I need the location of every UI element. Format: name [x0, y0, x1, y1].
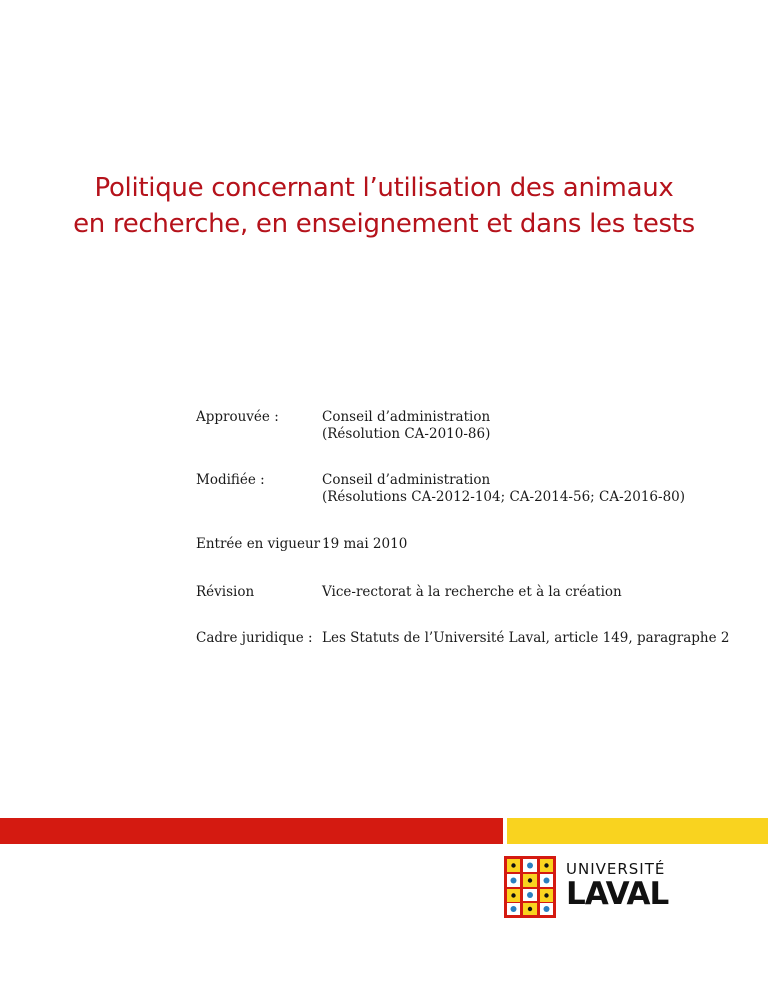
- title-line-2: en recherche, en enseignement et dans les tests: [73, 209, 695, 239]
- meta-value-line: (Résolution CA-2010-86): [322, 426, 491, 442]
- yellow-band: [507, 818, 768, 844]
- logo-line-2: LAVAL: [566, 876, 669, 912]
- meta-label: Entrée en vigueur :: [196, 536, 329, 552]
- document-title: [0, 170, 768, 242]
- logo-wordmark: [566, 860, 668, 910]
- meta-label: Approuvée :: [196, 409, 279, 425]
- coat-of-arms-icon: [504, 856, 556, 918]
- meta-value: 19 mai 2010: [322, 536, 408, 552]
- meta-value: [322, 472, 685, 506]
- meta-value-line: Conseil d’administration: [322, 472, 491, 488]
- meta-value: Les Statuts de l’Université Laval, article 149, paragraphe 2: [322, 630, 730, 646]
- meta-value: Vice-rectorat à la recherche et à la création: [322, 584, 622, 600]
- meta-label: Révision: [196, 584, 255, 600]
- meta-label: Cadre juridique :: [196, 630, 313, 646]
- title-line-1: Politique concernant l’utilisation des animaux: [94, 173, 674, 203]
- logo-line-1: UNIVERSITÉ: [566, 860, 666, 878]
- meta-label: Modifiée :: [196, 472, 265, 488]
- meta-value: [322, 409, 490, 443]
- red-band: [0, 818, 503, 844]
- meta-value-line: (Résolutions CA-2012-104; CA-2014-56; CA-2016-80): [322, 489, 686, 505]
- universite-laval-logo: [504, 856, 669, 920]
- meta-value-line: Conseil d’administration: [322, 409, 491, 425]
